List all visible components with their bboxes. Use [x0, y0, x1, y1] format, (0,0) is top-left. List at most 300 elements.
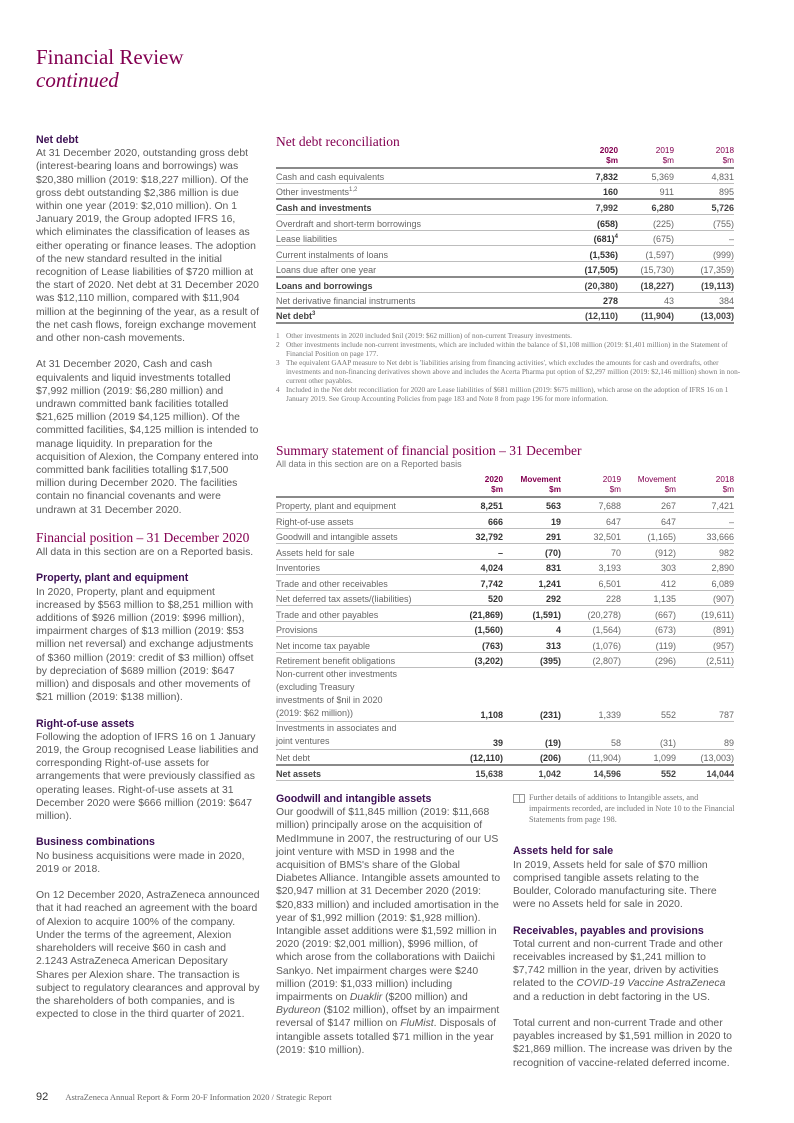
- table-row: [276, 277, 734, 293]
- value-text: 552: [660, 769, 676, 779]
- value-text: 1,042: [538, 769, 561, 779]
- net-debt-table-title: Net debt reconciliation: [276, 134, 400, 149]
- value-text: 2,890: [711, 563, 734, 573]
- column-header: [463, 475, 503, 497]
- cell-value: [561, 765, 621, 781]
- label-text: Cash and cash equivalents: [276, 172, 385, 182]
- paragraph: [513, 938, 737, 1004]
- cell-value: [503, 722, 561, 750]
- label-text: Net assets: [276, 769, 322, 779]
- cell-value: [621, 621, 676, 637]
- cell-value: [561, 652, 621, 668]
- cell-value: [618, 184, 674, 200]
- column-year: 2020: [484, 475, 503, 484]
- value-text: 1,339: [598, 710, 621, 720]
- value-text: 6,501: [598, 578, 621, 589]
- footnote-ref: 1,2: [349, 187, 358, 193]
- row-label: [276, 497, 463, 513]
- footnote-mark: 3: [276, 358, 280, 367]
- table-row: [276, 528, 734, 544]
- cell-value: [561, 559, 621, 575]
- text-segment: Bydureon: [276, 1005, 321, 1017]
- table-row: [276, 246, 734, 262]
- footnotes: [276, 331, 746, 403]
- cell-value: [561, 668, 621, 722]
- column-header: [674, 146, 734, 168]
- row-label: [276, 575, 463, 591]
- value-text: (20,380): [584, 280, 618, 291]
- table-row: [276, 544, 734, 560]
- value-text: (912): [654, 547, 676, 558]
- value-text: 1,135: [653, 594, 676, 604]
- text-segment: . Disposals of intangible assets totalled $71 million in the year (2019: $10 million).: [276, 1018, 497, 1056]
- cell-value: [618, 261, 674, 277]
- text-segment: FluMist: [400, 1018, 434, 1030]
- label-text: Lease liabilities: [276, 234, 338, 244]
- value-text: –: [728, 234, 734, 244]
- cell-value: [503, 668, 561, 722]
- row-label: [276, 652, 463, 668]
- cell-value: [463, 575, 503, 591]
- text-segment: Our goodwill of $11,845 million (2019: $11,668 million) principally arose on the acquisition of MedImmune in 2007, the restructuring of our US joint venture with MSD in 1998 and the acquisition of BMS's share of the Global Diabetes Alliance. Intangible assets amounted to $20,947 million at 31 December 2020 (2019: $20,833 million) and included amortisation in the year of $1,992 million (2019: $1,928 million). Intangible asset additions were $1,592 million in 2020 (2019: $2,001 million), $996 million, of which arose from the collaborations with Daiichi Sankyo. Net impairment charges were $240 million (2019: $1,033 million) including impairments on: [276, 807, 501, 1004]
- cell-value: [558, 292, 618, 308]
- value-text: (395): [539, 656, 561, 666]
- cell-value: [558, 246, 618, 262]
- label-text: Investments in associates and joint ventures: [276, 723, 397, 746]
- assets-held-for-sale-heading: Assets held for sale: [513, 845, 614, 858]
- value-text: (1,564): [592, 625, 621, 635]
- value-text: 911: [659, 187, 674, 197]
- value-text: (3,202): [474, 656, 503, 666]
- value-text: (119): [655, 640, 676, 651]
- cell-value: [621, 513, 676, 529]
- column-year: Movement: [520, 475, 561, 484]
- table-row: [276, 230, 734, 246]
- row-label: [276, 606, 463, 622]
- value-text: 14,596: [593, 769, 621, 779]
- table-row: [276, 722, 734, 750]
- value-text: –: [728, 516, 734, 527]
- cell-value: [676, 637, 734, 653]
- paragraph: Following the adoption of IFRS 16 on 1 January 2019, the Group recognised Lease liabilities and corresponding Right-of-use assets for arrangements that were previously classified as operating leases. Right-of-use assets at 31 December 2020 were $666 million (2019: $647 million).: [36, 731, 259, 823]
- label-text: Retirement benefit obligations: [276, 656, 396, 666]
- note-text: Further details of additions to Intangible assets, and impairments recorded, are included in Note 10 to the Financial Statements from page 198.: [529, 793, 735, 824]
- cell-value: [621, 575, 676, 591]
- cell-value: [503, 606, 561, 622]
- cell-value: [503, 652, 561, 668]
- value-text: (763): [481, 640, 503, 651]
- value-text: (957): [712, 640, 734, 651]
- text-segment: ($200 million) and: [382, 992, 468, 1004]
- footnote: [276, 331, 746, 340]
- table-row: [276, 497, 734, 513]
- label-text: Net income tax payable: [276, 640, 371, 651]
- summary-table-subtitle: All data in this section are on a Reported basis: [276, 459, 462, 469]
- publication-title: AstraZeneca Annual Report & Form 20-F Information 2020 / Strategic Report: [65, 1092, 332, 1102]
- cell-value: [463, 652, 503, 668]
- footnote-ref: 4: [614, 234, 618, 240]
- cell-value: [621, 668, 676, 722]
- row-label: [276, 750, 463, 766]
- label-text: Trade and other receivables: [276, 578, 388, 589]
- table-row: [276, 199, 734, 215]
- subtitle: continued: [36, 68, 119, 92]
- value-text: (13,003): [700, 311, 734, 321]
- value-text: 7,421: [711, 501, 734, 511]
- cell-value: [561, 528, 621, 544]
- table-row: [276, 215, 734, 231]
- value-text: (1,591): [532, 609, 561, 620]
- value-text: 3,193: [598, 563, 621, 573]
- value-text: 160: [602, 187, 618, 197]
- cell-value: [621, 606, 676, 622]
- value-text: 6,280: [651, 203, 674, 213]
- paragraph: On 12 December 2020, AstraZeneca announced that it had reached an agreement with the board of Alexion to acquire 100% of the company. Under the terms of the agreement, Alexion shareholders will receive $60 in cash and 2.1243 AstraZeneca American Depositary Shares per Alexion share. The transaction is subject to regulatory clearances and approval by the shareholders of both companies, and is expected to close in the third quarter of 2021.: [36, 890, 260, 1021]
- label-text: Net deferred tax assets/(liabilities): [276, 594, 412, 604]
- label-text: Provisions: [276, 625, 318, 635]
- summary-table-title: Summary statement of financial position – 31 December: [276, 443, 582, 458]
- value-text: (658): [596, 218, 618, 229]
- row-label: [276, 277, 558, 293]
- cell-value: [503, 637, 561, 653]
- paragraph: All data in this section are on a Reported basis.: [36, 547, 254, 559]
- footnote-text: Included in the Net debt reconciliation for 2020 are Lease liabilities of $681 million (2019: $675 million), which arose on the adoption of IFRS 16 on 1 January 2019. See Group Accounting Policies from page 183 and Note 8 from page 196 for more information.: [286, 385, 729, 403]
- value-text: (17,505): [584, 264, 618, 275]
- value-text: (1,536): [589, 249, 618, 260]
- rou-heading: Right-of-use assets: [36, 717, 135, 730]
- table-row: [276, 168, 734, 184]
- row-label: [276, 168, 558, 184]
- cell-value: [503, 590, 561, 606]
- cell-value: [463, 528, 503, 544]
- value-text: 7,688: [598, 501, 621, 511]
- cell-value: [558, 308, 618, 324]
- row-label: [276, 765, 463, 781]
- label-text: Goodwill and intangible assets: [276, 532, 398, 542]
- cell-value: [676, 559, 734, 575]
- cell-value: [618, 308, 674, 324]
- cell-value: [674, 277, 734, 293]
- value-text: (1,076): [592, 640, 621, 651]
- value-text: (667): [654, 609, 676, 620]
- cell-value: [621, 652, 676, 668]
- cell-value: [621, 722, 676, 750]
- row-label: [276, 292, 558, 308]
- value-text: 267: [660, 501, 676, 511]
- value-text: (907): [712, 594, 734, 604]
- cell-value: [561, 637, 621, 653]
- cell-value: [676, 544, 734, 560]
- cell-value: [676, 497, 734, 513]
- cell-value: [463, 559, 503, 575]
- label-text: Cash and investments: [276, 203, 372, 213]
- paragraph: At 31 December 2020, Cash and cash equivalents and liquid investments totalled $7,992 million (2019: $6,280 million) and undrawn committed bank facilities totalled $21,625 million (2019 $4,125 million). Of the committed facilities, $4,125 million is intended to manage liquidity. In preparation for the acquisition of Alexion, the Company entered into committed bank facilities totalling $17,500 million during December 2020. The facilities contain no financial covenants and were undrawn at 31 December 2020.: [36, 359, 259, 516]
- value-text: 412: [660, 578, 676, 589]
- value-text: 19: [550, 516, 561, 527]
- cell-value: [674, 246, 734, 262]
- cell-value: [621, 750, 676, 766]
- label-text: Loans due after one year: [276, 264, 377, 275]
- label-text: Net debt: [276, 311, 312, 321]
- cell-value: [558, 230, 618, 246]
- cell-value: [561, 575, 621, 591]
- value-text: (1,597): [645, 249, 674, 260]
- cell-value: [621, 765, 676, 781]
- cell-value: [463, 513, 503, 529]
- column-unit: $m: [549, 484, 561, 494]
- row-label: [276, 668, 463, 722]
- row-label: [276, 230, 558, 246]
- cell-value: [561, 750, 621, 766]
- ppe-heading: Property, plant and equipment: [36, 572, 189, 585]
- cell-value: [558, 277, 618, 293]
- label-text: Non-current other investments (excluding Treasury investments of $nil in 2020 (2019: $62 million)): [276, 669, 398, 718]
- cell-value: [503, 575, 561, 591]
- row-label: [276, 261, 558, 277]
- cell-value: [621, 559, 676, 575]
- value-text: 831: [545, 563, 561, 573]
- value-text: 520: [487, 594, 503, 604]
- column-header: [621, 475, 676, 497]
- cell-value: [621, 590, 676, 606]
- label-text: Trade and other payables: [276, 609, 379, 620]
- label-text: Current instalments of loans: [276, 249, 389, 260]
- value-text: 15,638: [475, 769, 503, 779]
- cell-value: [674, 168, 734, 184]
- table-row: [276, 575, 734, 591]
- column-year: 2019: [602, 475, 621, 484]
- value-text: 982: [718, 547, 734, 558]
- column-header: [503, 475, 561, 497]
- cell-value: [621, 497, 676, 513]
- cell-value: [618, 230, 674, 246]
- header-label: [276, 475, 463, 497]
- label-text: Other investments: [276, 187, 350, 197]
- cell-value: [676, 528, 734, 544]
- row-label: [276, 722, 463, 750]
- value-text: (18,227): [640, 280, 674, 291]
- value-text: (12,110): [584, 311, 618, 321]
- cell-value: [621, 637, 676, 653]
- table-row: [276, 590, 734, 606]
- cell-value: [676, 575, 734, 591]
- column-year: 2018: [715, 146, 734, 155]
- cell-value: [676, 668, 734, 722]
- cell-value: [618, 199, 674, 215]
- value-text: 7,742: [480, 578, 503, 589]
- value-text: (2,807): [592, 656, 621, 666]
- value-text: 7,992: [595, 203, 618, 213]
- title: Financial Review: [36, 45, 184, 69]
- footnote: [276, 385, 746, 403]
- value-text: 303: [660, 563, 676, 573]
- net-debt-section: [276, 134, 741, 403]
- row-label: [276, 513, 463, 529]
- value-text: 8,251: [480, 501, 503, 511]
- cell-value: [463, 668, 503, 722]
- column-unit: $m: [662, 155, 674, 165]
- cell-value: [463, 544, 503, 560]
- text-segment: Total current and non-current Trade and other receivables increased by $1,241 million to $7,742 million in the year, driven by activities related to the: [513, 938, 723, 990]
- column-unit: $m: [609, 484, 621, 494]
- cell-value: [503, 528, 561, 544]
- net-debt-heading: Net debt: [36, 134, 79, 146]
- value-text: (681): [593, 234, 615, 244]
- table-row: [276, 621, 734, 637]
- text-segment: ($102 million), offset by an impairment reversal of $147 million on: [276, 1005, 500, 1030]
- summary-table: [276, 475, 734, 781]
- value-text: (17,359): [700, 264, 734, 275]
- footnote-mark: 1: [276, 331, 280, 340]
- value-text: –: [497, 547, 503, 558]
- cell-value: [463, 722, 503, 750]
- cell-value: [463, 621, 503, 637]
- table-row: [276, 184, 734, 200]
- paragraph: [276, 806, 502, 1057]
- value-text: 552: [660, 710, 676, 720]
- value-text: (755): [712, 218, 734, 229]
- column-unit: $m: [491, 484, 503, 494]
- value-text: (13,003): [700, 753, 734, 763]
- value-text: 43: [663, 295, 674, 306]
- goodwill-column: [276, 793, 502, 1070]
- cell-value: [463, 637, 503, 653]
- value-text: 1,108: [480, 710, 503, 720]
- value-text: 4,831: [711, 172, 734, 182]
- receivables-heading: Receivables, payables and provisions: [513, 924, 704, 937]
- value-text: (15,730): [640, 264, 674, 275]
- label-text: Loans and borrowings: [276, 280, 373, 291]
- value-text: 58: [610, 738, 621, 748]
- header-row: [276, 475, 734, 497]
- cell-value: [463, 497, 503, 513]
- page-number: 92: [36, 1091, 49, 1103]
- cell-value: [561, 606, 621, 622]
- row-label: [276, 308, 558, 324]
- cell-value: [558, 168, 618, 184]
- cell-value: [561, 621, 621, 637]
- value-text: (11,904): [588, 753, 621, 763]
- column-header: [561, 475, 621, 497]
- row-label: [276, 544, 463, 560]
- cell-value: [463, 590, 503, 606]
- value-text: 292: [545, 594, 561, 604]
- value-text: 313: [545, 640, 561, 651]
- cell-value: [558, 215, 618, 231]
- value-text: 384: [718, 295, 734, 306]
- row-label: [276, 215, 558, 231]
- value-text: 563: [545, 501, 561, 511]
- value-text: (70): [544, 547, 561, 558]
- table-row: [276, 765, 734, 781]
- cell-value: [674, 184, 734, 200]
- value-text: 5,369: [651, 172, 674, 182]
- paragraph: Total current and non-current Trade and other payables increased by $1,591 million in 2020 to $21,869 million. The increase was driven by the recognition of vaccine-related deferred income.: [513, 1018, 733, 1069]
- book-icon: [513, 794, 525, 803]
- row-label: [276, 246, 558, 262]
- column-unit: $m: [606, 155, 618, 165]
- text-segment: COVID-19 Vaccine AstraZeneca: [576, 978, 726, 990]
- column-year: 2019: [655, 146, 674, 155]
- row-label: [276, 184, 558, 200]
- footnote-mark: 2: [276, 340, 280, 349]
- value-text: (21,869): [469, 609, 503, 620]
- cell-value: [676, 652, 734, 668]
- label-text: Net debt: [276, 753, 311, 763]
- value-text: (673): [654, 625, 676, 635]
- value-text: 39: [492, 738, 503, 748]
- cell-value: [503, 750, 561, 766]
- cell-value: [561, 590, 621, 606]
- footnote-text: The equivalent GAAP measure to Net debt is 'liabilities arising from financing activities', which excludes the amounts for cash and overdrafts, other investments and non-financing derivatives shown above and includes the Acerta Pharma put option of $2,297 million (2019: $2,146 million) shown in non-current other payables.: [286, 358, 741, 385]
- value-text: (1,165): [647, 532, 676, 542]
- right-column: [513, 793, 737, 1083]
- column-unit: $m: [664, 484, 676, 494]
- cell-value: [463, 606, 503, 622]
- net-debt-table: [276, 146, 734, 324]
- footnote: [276, 340, 746, 358]
- value-text: 787: [718, 710, 734, 720]
- value-text: 5,726: [711, 203, 734, 213]
- table-row: [276, 637, 734, 653]
- value-text: (206): [539, 753, 561, 763]
- column-header: [676, 475, 734, 497]
- cell-value: [674, 215, 734, 231]
- value-text: 1,241: [538, 578, 561, 589]
- column-header: [558, 146, 618, 168]
- business-combinations-heading: Business combinations: [36, 836, 155, 849]
- table-row: [276, 559, 734, 575]
- value-text: 647: [605, 516, 621, 527]
- row-label: [276, 590, 463, 606]
- cell-value: [618, 277, 674, 293]
- table-row: [276, 750, 734, 766]
- cell-value: [558, 261, 618, 277]
- row-label: [276, 528, 463, 544]
- value-text: 228: [605, 594, 621, 604]
- column-year: 2018: [715, 475, 734, 484]
- cell-value: [503, 621, 561, 637]
- value-text: 666: [487, 516, 503, 527]
- value-text: (12,110): [469, 753, 503, 763]
- cell-value: [558, 184, 618, 200]
- value-text: (19,611): [701, 609, 734, 620]
- value-text: (675): [652, 234, 674, 244]
- footnote-ref: 3: [312, 311, 316, 317]
- column-unit: $m: [722, 484, 734, 494]
- footnote-text: Other investments include non-current investments, which are included within the balance of $1,108 million (2019: $1,401 million) in the Statement of Financial Position on page 177.: [286, 340, 728, 358]
- cell-value: [618, 292, 674, 308]
- column-unit: $m: [722, 155, 734, 165]
- page-footer: [36, 1091, 332, 1103]
- label-text: Assets held for sale: [276, 547, 355, 558]
- value-text: 1,099: [653, 753, 676, 763]
- row-label: [276, 199, 558, 215]
- left-column: [36, 134, 260, 1035]
- cell-value: [676, 606, 734, 622]
- value-text: 14,044: [706, 769, 734, 779]
- cell-value: [674, 292, 734, 308]
- text-segment: and a reduction in debt factoring in the US.: [513, 991, 710, 1003]
- table-row: [276, 668, 734, 722]
- value-text: (20,278): [587, 609, 621, 620]
- footnote: [276, 358, 746, 385]
- row-label: [276, 621, 463, 637]
- paragraph: No business acquisitions were made in 2020, 2019 or 2018.: [36, 850, 245, 875]
- column-year: 2020: [599, 146, 618, 155]
- value-text: 6,089: [711, 578, 734, 589]
- row-label: [276, 559, 463, 575]
